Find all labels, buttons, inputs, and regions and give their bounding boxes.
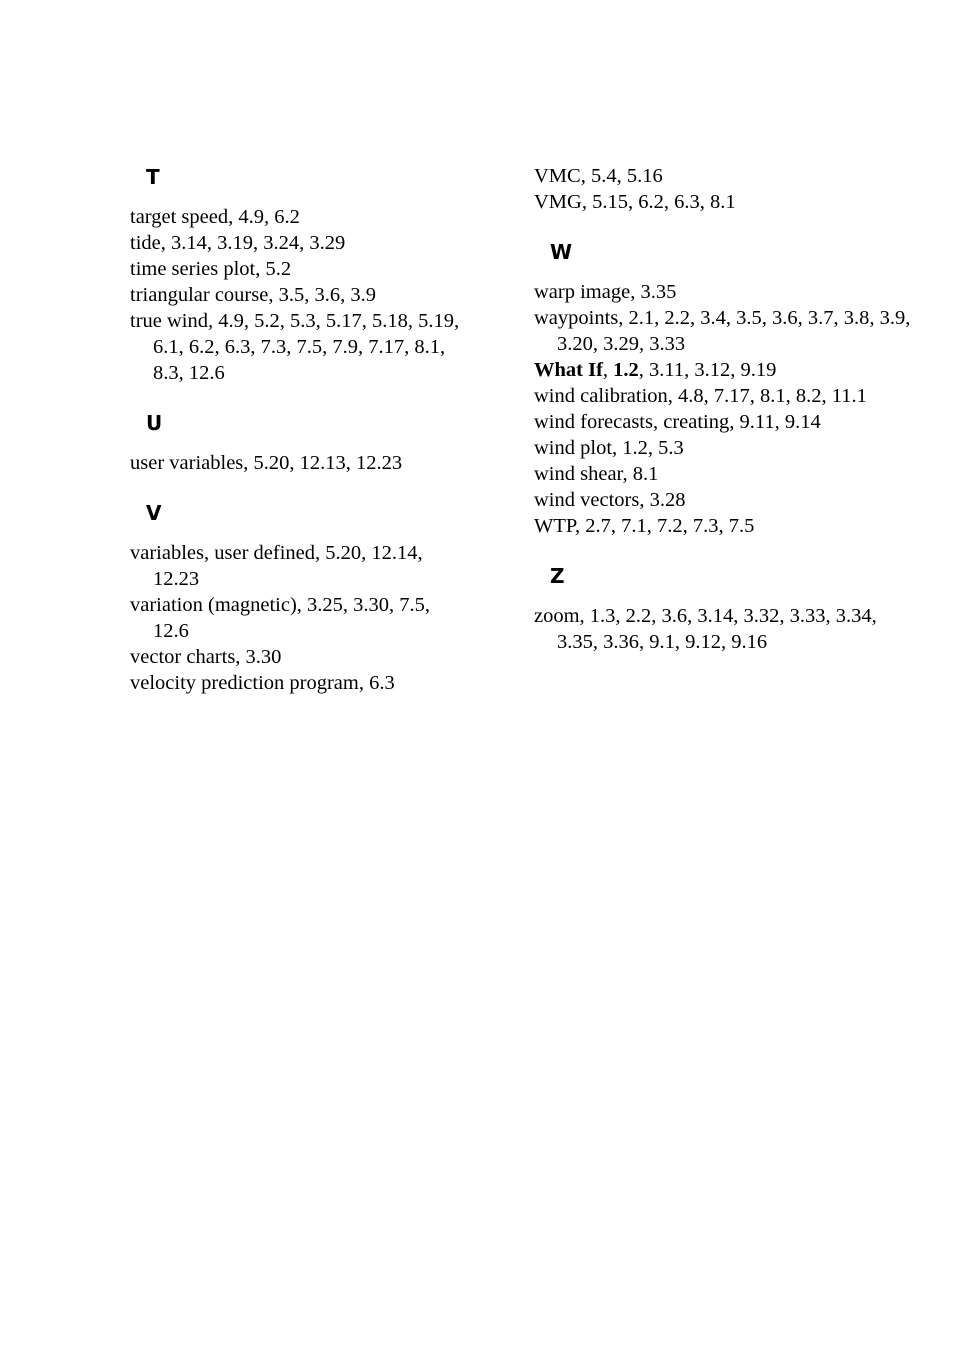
index-entry: triangular course, 3.5, 3.6, 3.9 (130, 284, 376, 306)
index-separator: , (602, 359, 614, 381)
index-column-right (534, 163, 914, 655)
index-entry: variables, user defined, 5.20, 12.14, 12.23 (130, 542, 423, 590)
index-entry: VMG, 5.15, 6.2, 6.3, 8.1 (534, 191, 736, 213)
index-entry: warp image, 3.35 (534, 281, 677, 303)
index-entry: velocity prediction program, 6.3 (130, 672, 395, 694)
section-letter-v: V (146, 501, 162, 525)
index-entry: zoom, 1.3, 2.2, 3.6, 3.14, 3.32, 3.33, 3.34, 3.35, 3.36, 9.1, 9.12, 9.16 (534, 605, 877, 653)
index-entry: user variables, 5.20, 12.13, 12.23 (130, 452, 403, 474)
index-page-bold: 1.2 (613, 359, 639, 381)
index-entry: VMC, 5.4, 5.16 (534, 165, 663, 187)
index-entry: wind shear, 8.1 (534, 463, 659, 485)
index-entry: wind vectors, 3.28 (534, 489, 686, 511)
index-entry: vector charts, 3.30 (130, 646, 282, 668)
index-entry-what-if (534, 357, 914, 383)
section-letter-z: Z (550, 564, 565, 588)
index-entry: variation (magnetic), 3.25, 3.30, 7.5, 12.6 (130, 594, 431, 642)
index-entry: time series plot, 5.2 (130, 258, 292, 280)
index-column-left (130, 164, 470, 696)
index-entry: wind plot, 1.2, 5.3 (534, 437, 684, 459)
index-entry: target speed, 4.9, 6.2 (130, 206, 300, 228)
index-entry: wind calibration, 4.8, 7.17, 8.1, 8.2, 11.1 (534, 385, 867, 407)
index-entry: tide, 3.14, 3.19, 3.24, 3.29 (130, 232, 346, 254)
index-term-bold: What If (534, 359, 603, 381)
index-entry: true wind, 4.9, 5.2, 5.3, 5.17, 5.18, 5.19, 6.1, 6.2, 6.3, 7.3, 7.5, 7.9, 7.17, 8.1, 8.3, 12.6 (130, 310, 460, 384)
section-letter-t: T (146, 165, 160, 189)
section-letter-w: W (550, 240, 573, 264)
index-entry: waypoints, 2.1, 2.2, 3.4, 3.5, 3.6, 3.7, 3.8, 3.9, 3.20, 3.29, 3.33 (534, 307, 911, 355)
index-pages: , 3.11, 3.12, 9.19 (638, 359, 777, 381)
index-entry: wind forecasts, creating, 9.11, 9.14 (534, 411, 821, 433)
index-entry: WTP, 2.7, 7.1, 7.2, 7.3, 7.5 (534, 515, 755, 537)
section-letter-u: U (146, 411, 163, 435)
